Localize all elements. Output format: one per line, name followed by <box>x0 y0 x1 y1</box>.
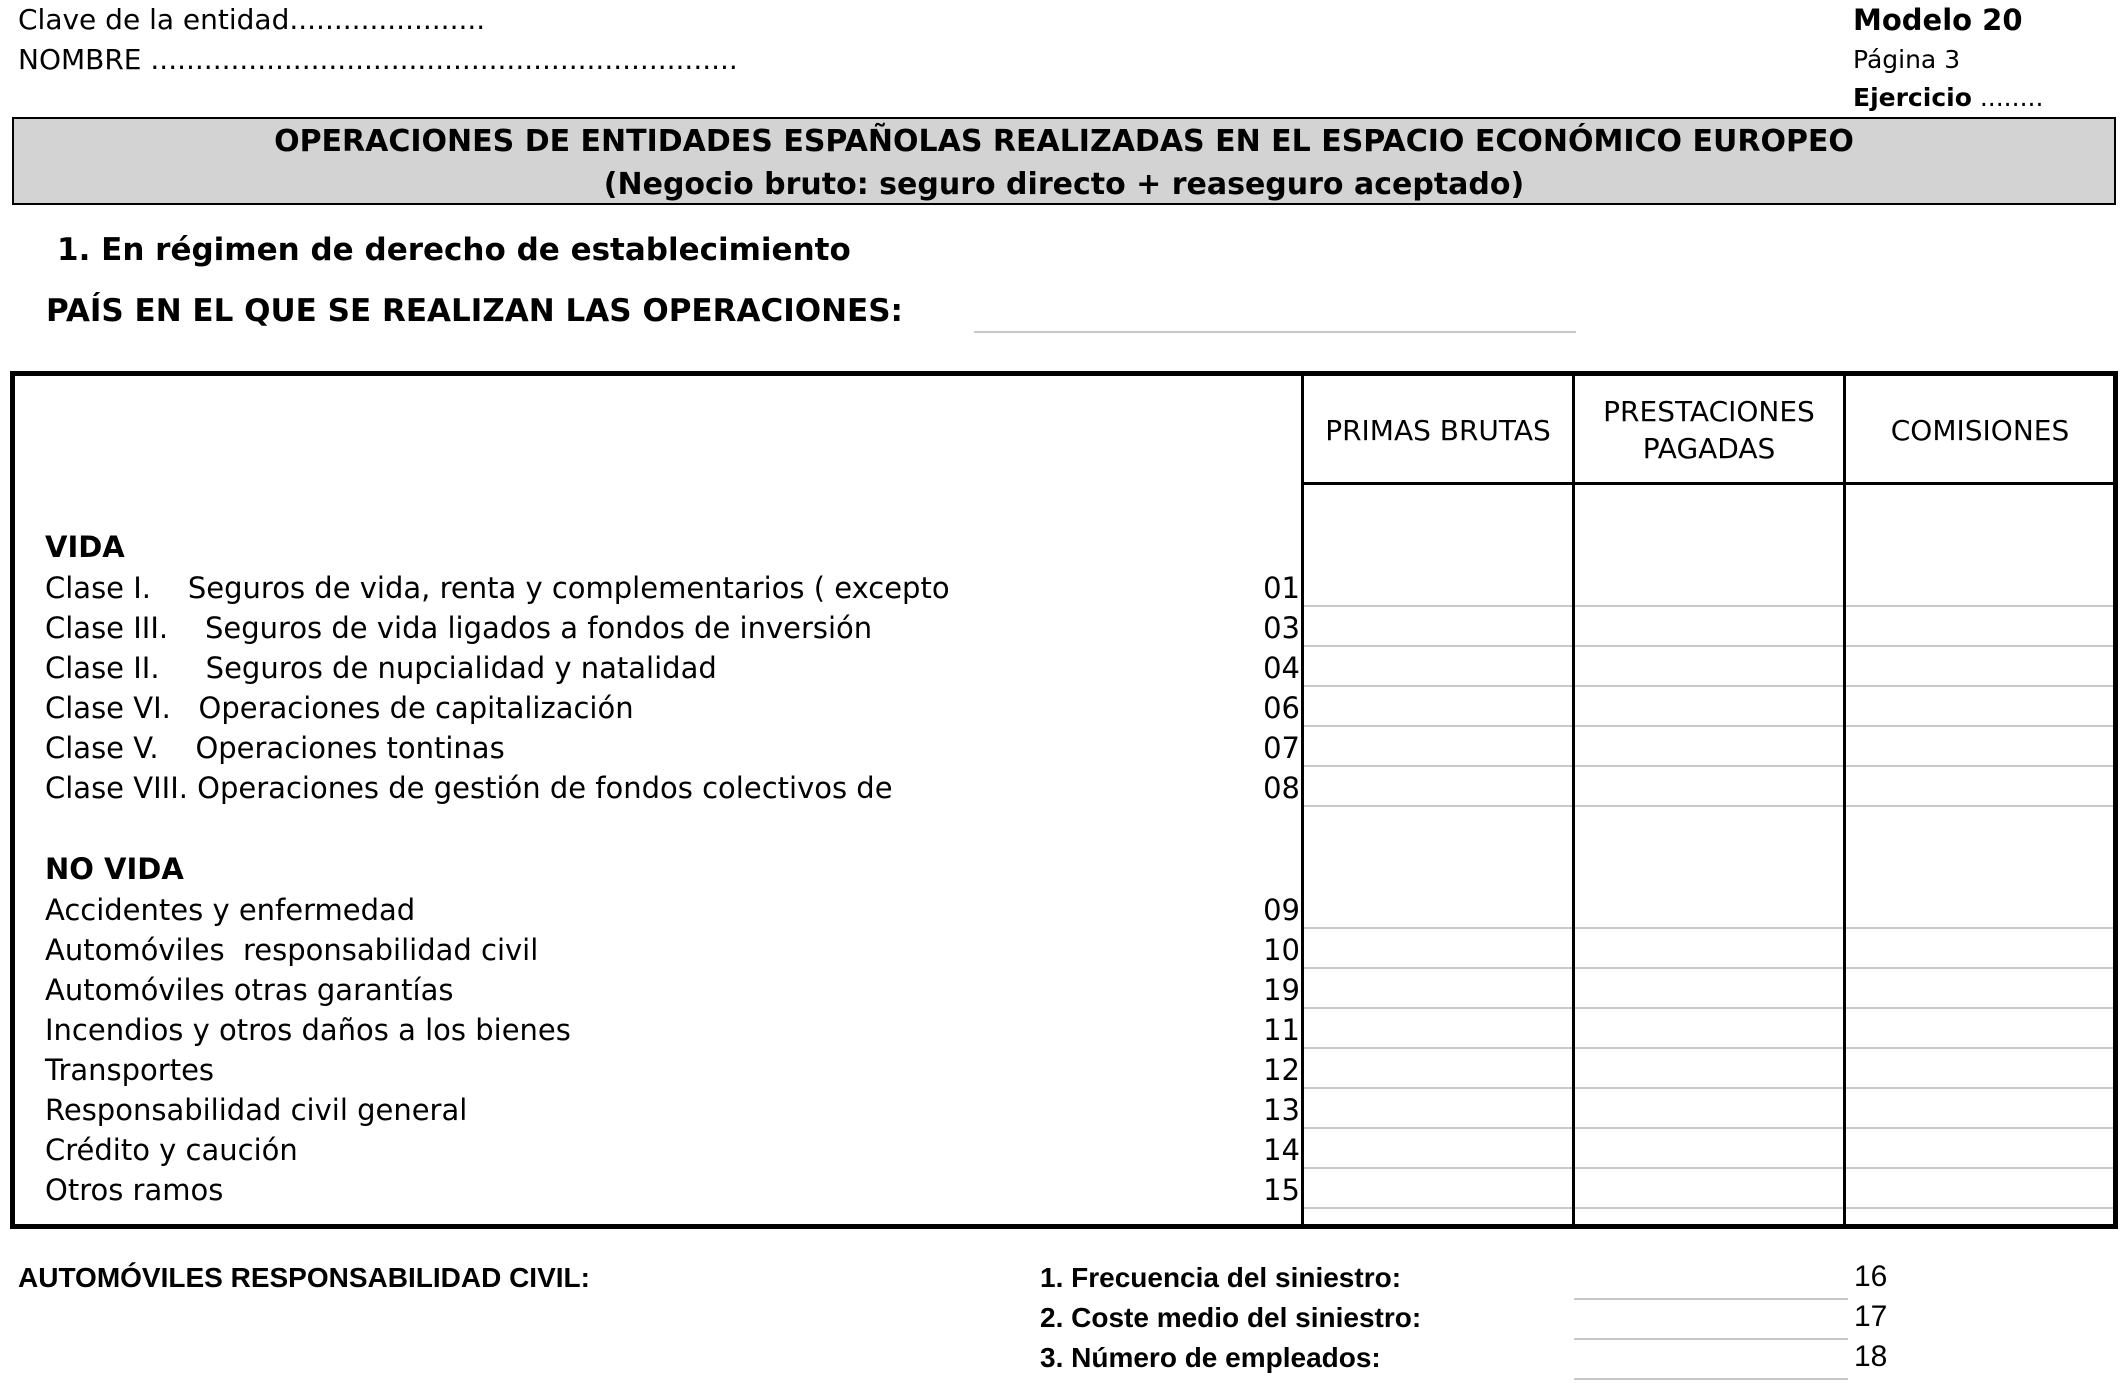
cell-line-prestaciones-08 <box>1575 805 1843 807</box>
row-label-09: Accidentes y enfermedad <box>45 893 416 927</box>
row-code-09: 09 <box>1263 893 1300 927</box>
row-code-12: 12 <box>1263 1053 1300 1087</box>
form-subtitle: (Negocio bruto: seguro directo + reaseguro aceptado) <box>603 167 1525 202</box>
row-label-07: Clase V. Operaciones tontinas <box>45 731 505 765</box>
cell-primas-06[interactable] <box>1304 687 1572 727</box>
row-label-03: Clase III. Seguros de vida ligados a fondos de inversión <box>45 611 873 645</box>
row-code-08: 08 <box>1263 771 1300 805</box>
row-code-01: 01 <box>1263 571 1300 605</box>
cell-primas-04[interactable] <box>1304 647 1572 687</box>
cell-prestaciones-12[interactable] <box>1575 1049 1843 1089</box>
cell-comisiones-04[interactable] <box>1846 647 2113 687</box>
page-number: Página 3 <box>1853 45 1961 74</box>
model-number: Modelo 20 <box>1853 3 2023 37</box>
row-label-15: Otros ramos <box>45 1173 224 1207</box>
col-header-prestaciones-line1: PRESTACIONES <box>1603 395 1815 428</box>
row-code-04: 04 <box>1263 651 1300 685</box>
footer-code-17: 17 <box>1854 1300 1888 1333</box>
country-label: PAÍS EN EL QUE SE REALIZAN LAS OPERACIONES: <box>46 293 903 329</box>
footer-input-18[interactable] <box>1574 1378 1848 1380</box>
cell-primas-01[interactable] <box>1304 567 1572 607</box>
row-label-12: Transportes <box>45 1053 215 1087</box>
cell-prestaciones-19[interactable] <box>1575 969 1843 1009</box>
form-title: OPERACIONES DE ENTIDADES ESPAÑOLAS REALIZADAS EN EL ESPACIO ECONÓMICO EUROPEO <box>274 124 1854 159</box>
cell-comisiones-11[interactable] <box>1846 1009 2113 1049</box>
cell-primas-12[interactable] <box>1304 1049 1572 1089</box>
cell-comisiones-10[interactable] <box>1846 929 2113 969</box>
row-code-15: 15 <box>1263 1173 1300 1207</box>
footer-input-17[interactable] <box>1574 1338 1848 1340</box>
col-header-comisiones: COMISIONES <box>1890 414 2070 447</box>
cell-prestaciones-10[interactable] <box>1575 929 1843 969</box>
cell-prestaciones-03[interactable] <box>1575 607 1843 647</box>
cell-prestaciones-13[interactable] <box>1575 1089 1843 1129</box>
fiscal-year-label: Ejercicio <box>1853 83 1972 112</box>
row-code-07: 07 <box>1263 731 1300 765</box>
footer-label-17: 2. Coste medio del siniestro: <box>1040 1302 1422 1333</box>
cell-comisiones-03[interactable] <box>1846 607 2113 647</box>
fiscal-year-dots: ........ <box>1979 83 2044 112</box>
row-code-14: 14 <box>1263 1133 1300 1167</box>
footer-label-18: 3. Número de empleados: <box>1040 1342 1381 1373</box>
cell-comisiones-01[interactable] <box>1846 567 2113 607</box>
cell-primas-03[interactable] <box>1304 607 1572 647</box>
cell-comisiones-07[interactable] <box>1846 727 2113 767</box>
no-vida-heading: NO VIDA <box>45 852 184 886</box>
footer-code-16: 16 <box>1854 1260 1888 1293</box>
row-label-13: Responsabilidad civil general <box>45 1093 468 1127</box>
cell-line-comisiones-15 <box>1846 1207 2113 1209</box>
cell-line-comisiones-08 <box>1846 805 2113 807</box>
cell-comisiones-12[interactable] <box>1846 1049 2113 1089</box>
entity-code-field: Clave de la entidad...................... <box>18 3 486 36</box>
cell-prestaciones-15[interactable] <box>1575 1169 1843 1209</box>
footer-label-16: 1. Frecuencia del siniestro: <box>1040 1262 1402 1293</box>
cell-prestaciones-06[interactable] <box>1575 687 1843 727</box>
cell-prestaciones-09[interactable] <box>1575 889 1843 929</box>
row-label-01: Clase I. Seguros de vida, renta y complementarios ( excepto <box>45 571 950 605</box>
row-code-06: 06 <box>1263 691 1300 725</box>
cell-prestaciones-14[interactable] <box>1575 1129 1843 1169</box>
vida-heading: VIDA <box>45 530 125 564</box>
row-code-13: 13 <box>1263 1093 1300 1127</box>
row-code-11: 11 <box>1263 1013 1300 1047</box>
row-code-10: 10 <box>1263 933 1300 967</box>
footer-input-16[interactable] <box>1574 1298 1848 1300</box>
row-label-14: Crédito y caución <box>45 1133 298 1167</box>
cell-prestaciones-07[interactable] <box>1575 727 1843 767</box>
form-title-band <box>12 117 2116 205</box>
row-label-11: Incendios y otros daños a los bienes <box>45 1013 571 1047</box>
cell-prestaciones-01[interactable] <box>1575 567 1843 607</box>
cell-primas-15[interactable] <box>1304 1169 1572 1209</box>
footer-code-18: 18 <box>1854 1340 1888 1373</box>
col-header-prestaciones <box>1575 393 1843 467</box>
cell-prestaciones-08[interactable] <box>1575 767 1843 807</box>
row-label-04: Clase II. Seguros de nupcialidad y natalidad <box>45 651 717 685</box>
row-label-10: Automóviles responsabilidad civil <box>45 933 539 967</box>
cell-prestaciones-11[interactable] <box>1575 1009 1843 1049</box>
row-code-19: 19 <box>1263 973 1300 1007</box>
cell-primas-09[interactable] <box>1304 889 1572 929</box>
cell-line-prestaciones-15 <box>1575 1207 1843 1209</box>
footer-heading: AUTOMÓVILES RESPONSABILIDAD CIVIL: <box>18 1262 590 1293</box>
column-header-rule <box>1301 482 2113 485</box>
cell-comisiones-08[interactable] <box>1846 767 2113 807</box>
row-label-06: Clase VI. Operaciones de capitalización <box>45 691 634 725</box>
cell-comisiones-19[interactable] <box>1846 969 2113 1009</box>
col-header-primas: PRIMAS BRUTAS <box>1325 414 1551 447</box>
cell-primas-08[interactable] <box>1304 767 1572 807</box>
country-input-line[interactable] <box>974 331 1576 333</box>
entity-name-field: NOMBRE .................................................................. <box>18 43 738 76</box>
cell-line-primas-15 <box>1304 1207 1572 1209</box>
cell-primas-13[interactable] <box>1304 1089 1572 1129</box>
cell-primas-19[interactable] <box>1304 969 1572 1009</box>
cell-comisiones-06[interactable] <box>1846 687 2113 727</box>
cell-comisiones-14[interactable] <box>1846 1129 2113 1169</box>
cell-primas-10[interactable] <box>1304 929 1572 969</box>
cell-comisiones-15[interactable] <box>1846 1169 2113 1209</box>
col-header-prestaciones-line2: PAGADAS <box>1642 432 1776 465</box>
fiscal-year-field <box>1853 83 2043 112</box>
section-heading: 1. En régimen de derecho de establecimiento <box>57 232 851 268</box>
cell-primas-11[interactable] <box>1304 1009 1572 1049</box>
row-label-19: Automóviles otras garantías <box>45 973 454 1007</box>
cell-primas-07[interactable] <box>1304 727 1572 767</box>
cell-primas-14[interactable] <box>1304 1129 1572 1169</box>
cell-comisiones-13[interactable] <box>1846 1089 2113 1129</box>
row-label-08: Clase VIII. Operaciones de gestión de fondos colectivos de <box>45 771 893 805</box>
cell-prestaciones-04[interactable] <box>1575 647 1843 687</box>
cell-comisiones-09[interactable] <box>1846 889 2113 929</box>
cell-line-primas-08 <box>1304 805 1572 807</box>
row-code-03: 03 <box>1263 611 1300 645</box>
